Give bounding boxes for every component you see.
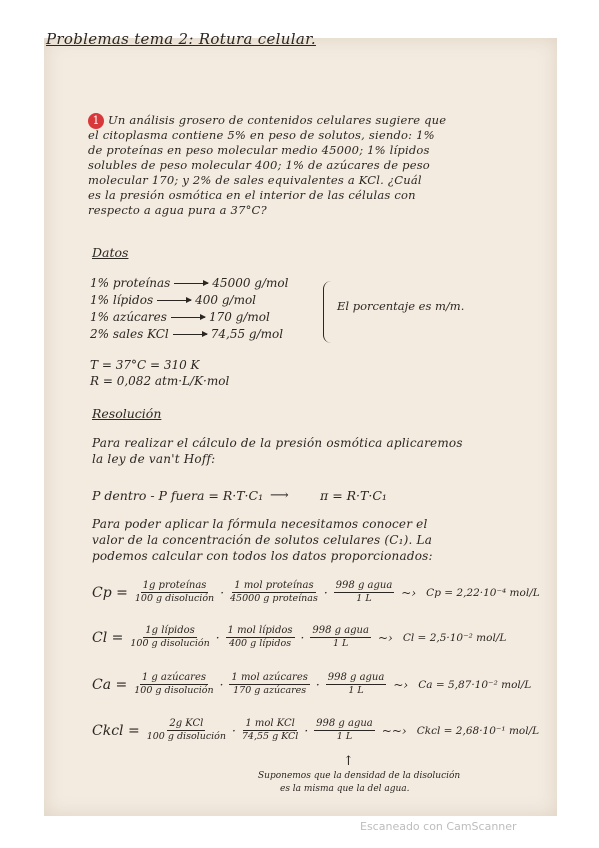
frac-num: 1 mol KCl xyxy=(245,718,295,729)
fraction xyxy=(229,672,309,697)
statement-line: solubles de peso molecular 400; 1% de azúcares de peso xyxy=(88,158,430,172)
fraction xyxy=(334,580,395,605)
approx-icon: ~› xyxy=(377,630,393,645)
frac-num: 1 mol azúcares xyxy=(231,672,308,683)
page-title: Problemas tema 2: Rotura celular. xyxy=(46,30,316,48)
right-arrow-icon xyxy=(173,334,207,335)
frac-num: 998 g agua xyxy=(327,672,385,683)
calc-result: Cp = 2,22·10⁻⁴ mol/L xyxy=(426,586,540,599)
resolucion-heading: Resolución xyxy=(92,406,162,421)
fraction xyxy=(310,625,371,650)
fraction xyxy=(230,580,318,605)
multiply-dot: · xyxy=(304,723,309,738)
temperature-value: T = 37°C = 310 K xyxy=(90,358,200,372)
right-arrow-icon xyxy=(174,283,208,284)
multiply-dot: · xyxy=(300,630,305,645)
fraction xyxy=(226,625,295,650)
frac-den: 1 L xyxy=(348,685,364,696)
datos-item-right: 74,55 g/mol xyxy=(210,327,284,341)
datos-item-left: 2% sales KCl xyxy=(90,327,169,341)
calc-lhs: Cl = xyxy=(92,629,124,646)
fraction xyxy=(314,718,375,743)
multiply-dot: · xyxy=(220,585,225,600)
frac-num: 2g KCl xyxy=(169,718,204,729)
datos-item-left: 1% proteínas xyxy=(90,276,171,290)
fraction xyxy=(147,718,226,743)
calc-row xyxy=(92,672,531,697)
frac-num: 998 g agua xyxy=(316,718,373,729)
datos-item xyxy=(90,310,270,324)
calc-row xyxy=(92,625,506,650)
curly-brace-icon xyxy=(323,281,332,343)
datos-item-left: 1% lípidos xyxy=(90,293,154,307)
problem-number-badge: 1 xyxy=(88,113,104,129)
multiply-dot: · xyxy=(323,585,328,600)
frac-den: 100 g disolución xyxy=(146,731,227,742)
vant-hoff-equation-right: π = R·T·C₁ xyxy=(320,488,387,503)
fraction xyxy=(135,580,214,605)
right-arrow-icon xyxy=(171,317,205,318)
calc-lhs: Ca = xyxy=(92,676,128,693)
fraction xyxy=(134,672,213,697)
calc-lhs: Cp = xyxy=(92,584,128,601)
camscanner-watermark: Escaneado con CamScanner xyxy=(360,820,517,833)
right-arrow-icon: ⟶ xyxy=(270,488,289,503)
datos-heading: Datos xyxy=(92,245,129,260)
fraction xyxy=(326,672,387,697)
statement-line: molecular 170; y 2% de sales equivalentes a KCl. ¿Cuál xyxy=(88,173,422,187)
density-note-line: es la misma que la del agua. xyxy=(280,784,410,794)
statement-line: Un análisis grosero de contenidos celulares sugiere que xyxy=(108,113,447,127)
calc-row xyxy=(92,580,540,605)
calc-row xyxy=(92,718,539,743)
fraction xyxy=(242,718,298,743)
resolucion-intro-line: Para realizar el cálculo de la presión osmótica aplicaremos xyxy=(92,436,463,450)
calc-result: Cl = 2,5·10⁻² mol/L xyxy=(402,631,507,644)
datos-item-right: 170 g/mol xyxy=(208,310,270,324)
frac-den: 74,55 g KCl xyxy=(241,731,299,742)
frac-den: 100 g disolución xyxy=(130,638,210,649)
para-poder-line: valor de la concentración de solutos celulares (C₁). La xyxy=(92,533,433,547)
frac-num: 1g lípidos xyxy=(145,625,195,636)
para-poder-line: Para poder aplicar la fórmula necesitamos conocer el xyxy=(92,517,428,531)
datos-item-left: 1% azúcares xyxy=(90,310,167,324)
datos-item xyxy=(90,327,283,341)
frac-num: 1 g azúcares xyxy=(141,672,206,683)
resolucion-intro-line: la ley de van't Hoff: xyxy=(92,452,216,466)
vant-hoff-equation-left: P dentro - P fuera = R·T·C₁ xyxy=(92,488,264,503)
frac-den: 170 g azúcares xyxy=(233,685,307,696)
datos-item-right: 400 g/mol xyxy=(195,293,257,307)
percentage-note: El porcentaje es m/m. xyxy=(337,299,465,313)
frac-num: 1g proteínas xyxy=(142,580,207,591)
frac-num: 998 g agua xyxy=(312,625,369,636)
statement-line: de proteínas en peso molecular medio 45000; 1% lípidos xyxy=(88,143,430,157)
approx-icon: ~› xyxy=(401,585,417,600)
statement-line: es la presión osmótica en el interior de las células con xyxy=(88,188,416,202)
approx-icon: ~~› xyxy=(381,723,407,738)
frac-den: 100 g disolución xyxy=(134,593,215,604)
density-note-line: Suponemos que la densidad de la disolución xyxy=(258,771,461,781)
datos-item xyxy=(90,276,288,290)
frac-num: 998 g agua xyxy=(335,580,393,591)
frac-den: 1 L xyxy=(336,731,353,742)
frac-num: 1 mol lípidos xyxy=(227,625,293,636)
frac-num: 1 mol proteínas xyxy=(234,580,314,591)
calc-lhs: Ckcl = xyxy=(92,722,140,739)
statement-line: respecto a agua pura a 37°C? xyxy=(88,203,267,217)
frac-den: 45000 g proteínas xyxy=(230,593,318,604)
frac-den: 1 L xyxy=(356,593,372,604)
calc-result: Ckcl = 2,68·10⁻¹ mol/L xyxy=(416,724,540,737)
statement-line: el citoplasma contiene 5% en peso de solutos, siendo: 1% xyxy=(88,128,435,142)
calc-result: Ca = 5,87·10⁻² mol/L xyxy=(418,678,532,691)
para-poder-line: podemos calcular con todos los datos proporcionados: xyxy=(92,549,433,563)
approx-icon: ~› xyxy=(393,677,409,692)
multiply-dot: · xyxy=(215,630,220,645)
frac-den: 400 g lípidos xyxy=(228,638,292,649)
multiply-dot: · xyxy=(232,723,236,738)
fraction xyxy=(130,625,209,650)
datos-item xyxy=(90,293,256,307)
multiply-dot: · xyxy=(219,677,224,692)
gas-constant-value: R = 0,082 atm·L/K·mol xyxy=(90,374,230,388)
frac-den: 1 L xyxy=(332,638,349,649)
right-arrow-icon xyxy=(157,300,191,301)
datos-item-right: 45000 g/mol xyxy=(212,276,289,290)
frac-den: 100 g disolución xyxy=(134,685,214,696)
multiply-dot: · xyxy=(315,677,320,692)
up-arrow-icon: ↑ xyxy=(343,754,354,769)
